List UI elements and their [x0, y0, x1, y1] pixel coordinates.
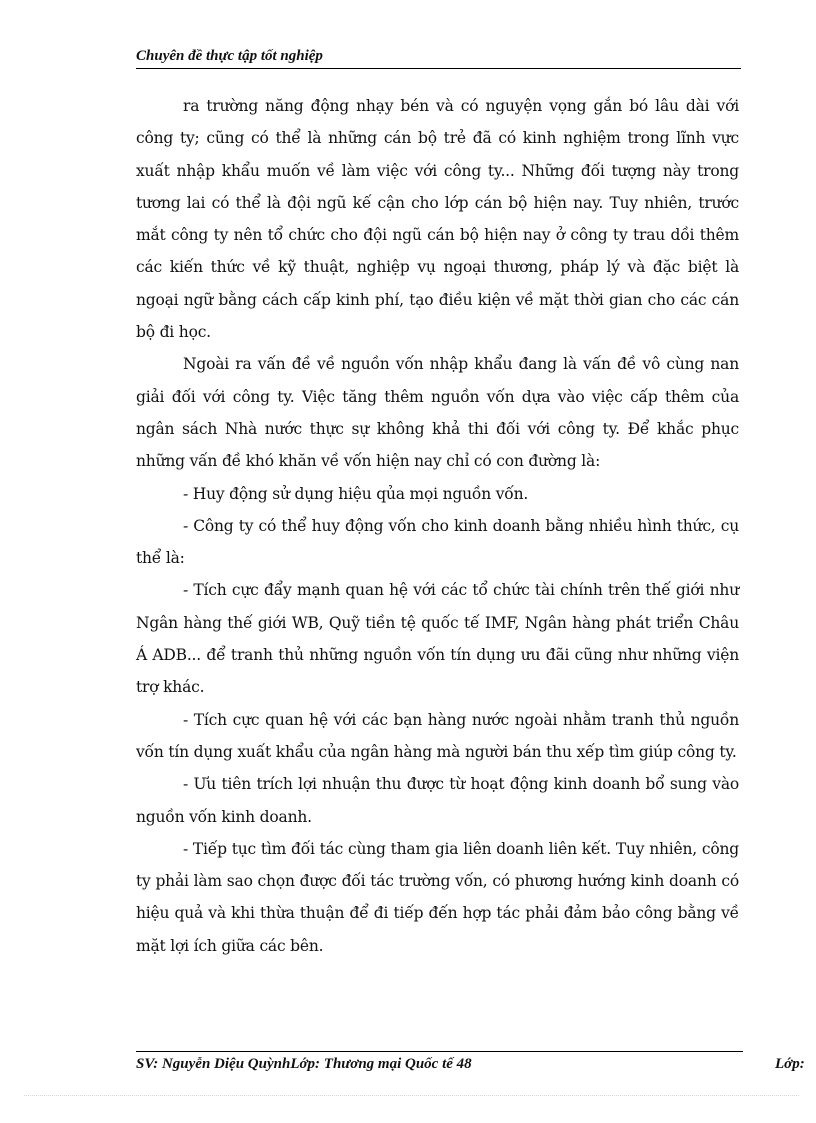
page-edge-divider	[24, 1095, 799, 1096]
list-item: - Tích cực đẩy mạnh quan hệ với các tổ chức tài chính trên thế giới như Ngân hàng thế giới WB, Quỹ tiền tệ quốc tế IMF, Ngân hàng phát triển Châu Á ADB... để tranh thủ những nguồn vốn tín dụng ưu đãi cũng như những viện trợ khác.	[136, 581, 739, 697]
page-header	[136, 48, 741, 69]
paragraph: Ngoài ra vấn đề về nguồn vốn nhập khẩu đang là vấn đề vô cùng nan giải đối với công ty. Việc tăng thêm nguồn vốn dựa vào việc cấp thêm của ngân sách Nhà nước thực sự không khả thi đối với công ty. Để khắc phục những vấn đề khó khăn về vốn hiện nay chỉ có con đường là:	[136, 355, 739, 471]
footer-author: SV: Nguyễn Diệu QuỳnhLớp: Thương mại Quốc tế 48	[136, 1056, 472, 1072]
list-item: - Tích cực quan hệ với các bạn hàng nước ngoài nhằm tranh thủ nguồn vốn tín dụng xuất khẩu của ngân hàng mà người bán thu xếp tìm giúp công ty.	[136, 710, 739, 761]
footer-class-label: Lớp:	[775, 1056, 805, 1072]
document-body	[136, 90, 739, 962]
list-item: - Ưu tiên trích lợi nhuận thu được từ hoạt động kinh doanh bổ sung vào nguồn vốn kinh doanh.	[136, 775, 739, 826]
list-item: - Huy động sử dụng hiệu qủa mọi nguồn vốn.	[183, 484, 529, 503]
paragraph: ra trường năng động nhạy bén và có nguyện vọng gắn bó lâu dài với công ty; cũng có thể là những cán bộ trẻ đã có kinh nghiệm trong lĩnh vực xuất nhập khẩu muốn về làm việc với công ty... Những đối tượng này trong tương lai có thể là đội ngũ kế cận cho lớp cán bộ hiện nay. Tuy nhiên, trước mắt công ty nên tổ chức cho đội ngũ cán bộ hiện nay ở công ty trau dồi thêm các kiến thức về kỹ thuật, nghiệp vụ ngoại thương, pháp lý và đặc biệt là ngoại ngữ bằng cách cấp kinh phí, tạo điều kiện về mặt thời gian cho các cán bộ đi học.	[136, 97, 739, 342]
list-item: - Tiếp tục tìm đối tác cùng tham gia liên doanh liên kết. Tuy nhiên, công ty phải làm sao chọn được đối tác trường vốn, có phương hướng kinh doanh có hiệu quả và khi thừa thuận để đi tiếp đến hợp tác phải đảm bảo công bằng về mặt lợi ích giữa các bên.	[136, 839, 739, 955]
footer-divider	[136, 1051, 743, 1052]
list-item: - Công ty có thể huy động vốn cho kinh doanh bằng nhiều hình thức, cụ thể là:	[136, 516, 739, 568]
header-title: Chuyên đề thực tập tốt nghiệp	[136, 48, 323, 64]
